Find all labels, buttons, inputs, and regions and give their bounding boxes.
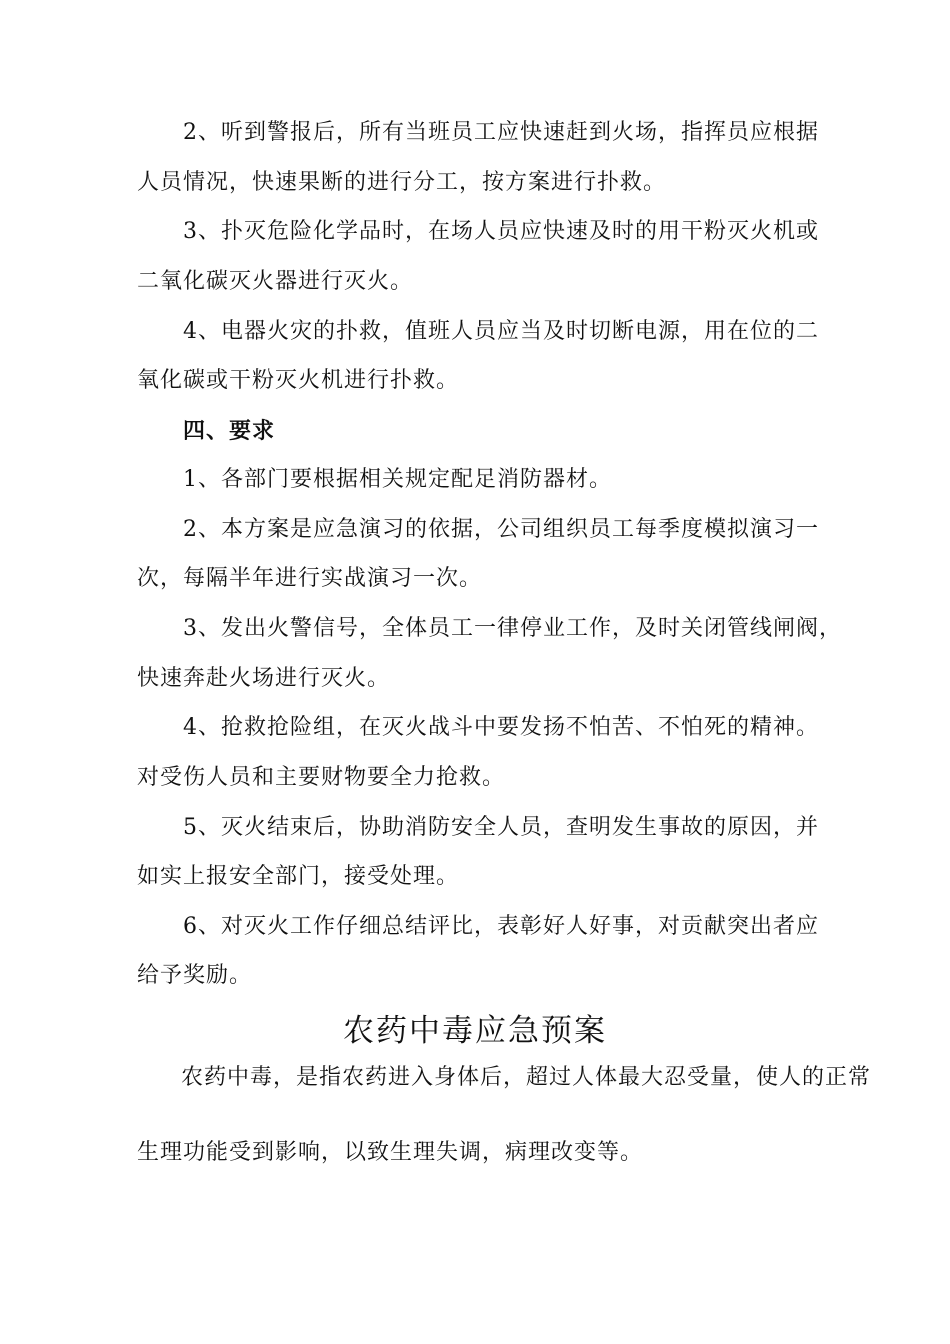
requirement-1-line-1: 1、各部门要根据相关规定配足消防器材。 [183,467,612,492]
requirement-6-line-2: 给予奖励。 [137,963,253,988]
item-4-line-1: 4、电器火灾的扑救，值班人员应当及时切断电源，用在位的二 [183,319,819,344]
pesticide-intro-line-2: 生理功能受到影响，以致生理失调，病理改变等。 [137,1140,644,1165]
requirement-4-line-1: 4、抢救抢险组，在灭火战斗中要发扬不怕苦、不怕死的精神。 [183,715,819,740]
item-3-line-2: 二氧化碳灭火器进行灭火。 [137,269,414,294]
item-2-line-2: 人员情况，快速果断的进行分工，按方案进行扑救。 [137,170,667,195]
requirement-4-line-2: 对受伤人员和主要财物要全力抢救。 [137,765,506,790]
requirement-2-line-1: 2、本方案是应急演习的依据，公司组织员工每季度模拟演习一 [183,517,819,542]
pesticide-intro-line-1: 农药中毒，是指农药进入身体后，超过人体最大忍受量，使人的正常 [181,1065,872,1090]
requirement-3-line-1: 3、发出火警信号，全体员工一律停业工作，及时关闭管线闸阀， [183,616,842,641]
item-2-line-1: 2、听到警报后，所有当班员工应快速赶到火场，指挥员应根据 [183,120,819,145]
requirement-5-line-1: 5、灭火结束后，协助消防安全人员，查明发生事故的原因，并 [183,815,819,840]
requirements-heading: 四、要求 [183,418,276,444]
requirement-6-line-1: 6、对灭火工作仔细总结评比，表彰好人好事，对贡献突出者应 [183,914,819,939]
requirement-5-line-2: 如实上报安全部门，接受处理。 [137,864,460,889]
requirement-2-line-2: 次，每隔半年进行实战演习一次。 [137,566,483,591]
item-4-line-2: 氧化碳或干粉灭火机进行扑救。 [137,368,460,393]
pesticide-plan-title: 农药中毒应急预案 [343,1013,607,1049]
item-3-line-1: 3、扑灭危险化学品时，在场人员应快速及时的用干粉灭火机或 [183,219,819,244]
requirement-3-line-2: 快速奔赴火场进行灭火。 [137,666,391,691]
